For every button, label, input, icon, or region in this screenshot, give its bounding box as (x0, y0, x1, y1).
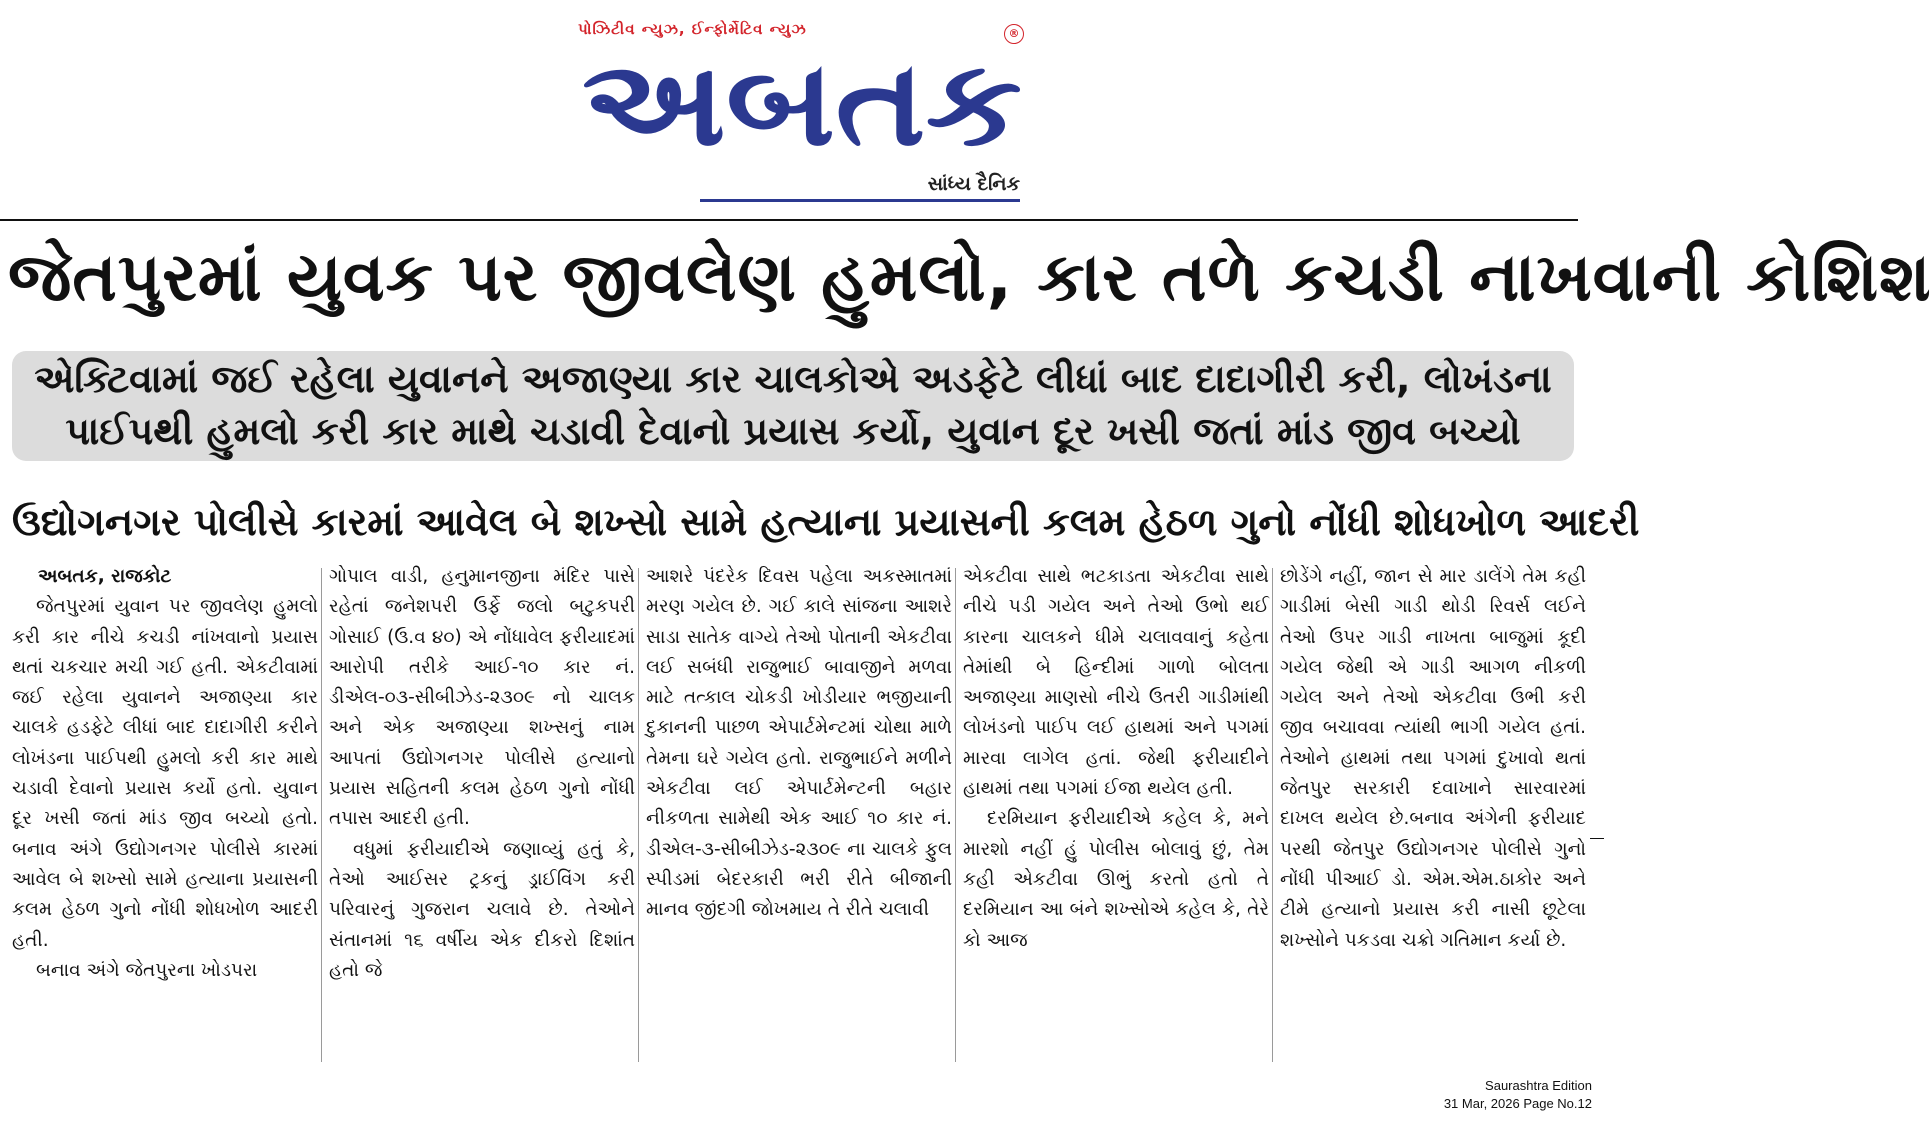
column-paragraph: વધુમાં ફરીયાદીએ જણાવ્યું હતું કે, તેઓ આઈસર ટ્રકનું ડ્રાઈવિંગ કરી પરિવારનું ગુજરાન ચલાવે છે. તેઓને સંતાનમાં ૧૬ વર્ષીય એક દીકરો દિશાંત હતો જે (329, 838, 635, 981)
article-column-1 (12, 562, 318, 1062)
column-divider (1272, 568, 1273, 1062)
article-subheadline: ઉદ્યોગનગર પોલીસે કારમાં આવેલ બે શખ્સો સામે હત્યાના પ્રયાસની કલમ હેઠળ ગુનો નોંધી શોધખોળ આદરી (12, 500, 1640, 544)
column-paragraph: દરમિયાન ફરીયાદીએ કહેલ કે, મને મારશો નહીં હું પોલીસ બોલાવું છું, તેમ કહી એકટીવા ઊભું કરતો હતો તે દરમિયાન આ બંને શખ્સોએ કહેલ કે, તેરે કો આજ (963, 808, 1269, 951)
column-paragraph: આશરે પંદરેક દિવસ પહેલા અકસ્માતમાં મરણ ગયેલ છે. ગઈ કાલે સાંજના આશરે સાડા સાતેક વાગ્યે તેઓ પોતાની એકટીવા લઈ સબંધી રાજુભાઈ બાવાજીને મળવા માટે તત્કાલ ચોકડી ખોડીયાર ભજીયાની દુકાનની પાછળ એપાર્ટમેન્ટમાં ચોથા માળે તેમના ઘરે ગયેલ હતો. રાજુભાઈને મળીને એકટીવા લઈ એપાર્ટમેન્ટની બહાર નીકળતા સામેથી એક આઈ ૧૦ કાર નં. ડીએલ-૩-સીબીઝેડ-૨૩૦૯ ના ચાલકે ફુલ સ્પીડમાં બેદરકારી ભરી રીતે બીજાની માનવ જીંદગી જોખમાય તે રીતે ચલાવી (646, 566, 952, 921)
masthead (0, 0, 1604, 205)
deck-line-2: પાઈપથી હુમલો કરી કાર માથે ચડાવી દેવાનો પ્રયાસ કર્યો, યુવાન દૂર ખસી જતાં માંડ જીવ બચ્યો (65, 409, 1521, 453)
column-paragraph: છોડેંગે નહીં, જાન સે માર ડાલેંગે તેમ કહી ગાડીમાં બેસી ગાડી થોડી રિવર્સ લઈને તેઓ ઉપર ગાડી નાખતા બાજુમાં કૂદી ગયેલ જેથી એ ગાડી આગળ નીકળી ગયેલ અને તેઓ એકટીવા ઉભી કરી જીવ બચાવવા ત્યાંથી ભાગી ગયેલ હતાં. તેઓને હાથમાં તથા પગમાં દુખાવો થતાં જેતપુર સરકારી દવાખાને સારવારમાં દાખલ થયેલ છે.બનાવ અંગેની ફરીયાદ પરથી જેતપુર ઉદ્યોગનગર પોલીસે ગુનો નોંધી પીઆઈ ડો. એમ.એમ.ઠાકોર અને ટીમે હત્યાનો પ્રયાસ કરી નાસી છૂટેલા શખ્સોને પકડવા ચક્રો ગતિમાન કર્યા છે. (1280, 566, 1586, 951)
column-divider (321, 568, 322, 1062)
column-divider (955, 568, 956, 1062)
page-footer (1444, 1077, 1592, 1113)
abtak-logo (578, 34, 1026, 172)
column-paragraph: બનાવ અંગે જેતપુરના ખોડપરા (36, 959, 258, 981)
column-divider (638, 568, 639, 1062)
article-column-2 (329, 562, 635, 1062)
article-deck-box (12, 351, 1574, 461)
article-column-5 (1280, 562, 1586, 1062)
column-paragraph: જેતપુરમાં યુવાન પર જીવલેણ હુમલો કરી કાર નીચે કચડી નાંખવાનો પ્રયાસ થતાં ચકચાર મચી ગઈ હતી. એકટીવામાં જઈ રહેલા યુવાનને અજાણ્યા કાર ચાલકે હડફેટે લીધાં બાદ દાદાગીરી કરીને લોખંડના પાઈપથી હુમલો કરી કાર માથે ચડાવી દેવાનો પ્રયાસ કર્યો હતો. યુવાન દૂર ખસી જતાં માંડ જીવ બચ્યો હતો. બનાવ અંગે ઉદ્યોગનગર પોલીસે કારમાં આવેલ બે શખ્સો સામે હત્યાના પ્રયાસની કલમ હેઠળ ગુનો નોંધી શોધખોળ આદરી હતી. (12, 596, 318, 951)
article-byline: અબતક, રાજકોટ (38, 566, 172, 587)
crop-mark (1590, 838, 1604, 839)
deck-line-1: એક્ટિવામાં જઈ રહેલા યુવાનને અજાણ્યા કાર ચાલકોએ અડફેટે લીધાં બાદ દાદાગીરી કરી, લોખંડના (34, 357, 1552, 401)
article-column-3 (646, 562, 952, 1062)
masthead-edition: સાંધ્ય દૈનિક (927, 173, 1020, 195)
column-paragraph: ગોપાલ વાડી, હનુમાનજીના મંદિર પાસે રહેતાં જનેશપરી ઉર્ફે જલો બટુકપરી ગોસાઈ (ઉ.વ ૪૦) એ નોંધાવેલ ફરીયાદમાં આરોપી તરીકે આઈ-૧૦ કાર નં. ડીએલ-૦૩-સીબીઝેડ-૨૩૦૯ નો ચાલક અને એક અજાણ્યા શખ્સનું નામ આપતાં ઉદ્યોગનગર પોલીસે હત્યાનો પ્રયાસ સહિતની કલમ હેઠળ ગુનો નોંધી તપાસ આદરી હતી. (329, 566, 635, 830)
footer-date-page: 31 Mar, 2026 Page No.12 (1443, 1096, 1592, 1111)
article-column-4 (963, 562, 1269, 1062)
header-rule (0, 219, 1578, 221)
column-paragraph: એકટીવા સાથે ભટકાડતા એકટીવા સાથે નીચે પડી ગયેલ અને તેઓ ઉભો થઈ કારના ચાલકને ધીમે ચલાવવાનું કહેતા તેમાંથી બે હિન્દીમાં ગાળો બોલતા અજાણ્યા માણસો નીચે ઉતરી ગાડીમાંથી લોખંડનો પાઈપ લઈ હાથમાં અને પગમાં મારવા લાગેલ હતાં. જેથી ફરીયાદીને હાથમાં તથા પગમાં ઈજા થયેલ હતી. (963, 566, 1269, 800)
masthead-underline (700, 199, 1020, 202)
article-headline: જેતપુરમાં યુવક પર જીવલેણ હુમલો, કાર તળે કચડી નાખવાની કોશિશ (8, 238, 1932, 316)
logo-text: અબતક (582, 34, 1022, 172)
registered-trademark-icon: ® (1004, 24, 1024, 44)
masthead-tagline: પોઝિટીવ ન્યુઝ, ઈન્ફોર્મેટિવ ન્યુઝ (578, 20, 807, 38)
footer-edition: Saurashtra Edition (1485, 1078, 1592, 1093)
